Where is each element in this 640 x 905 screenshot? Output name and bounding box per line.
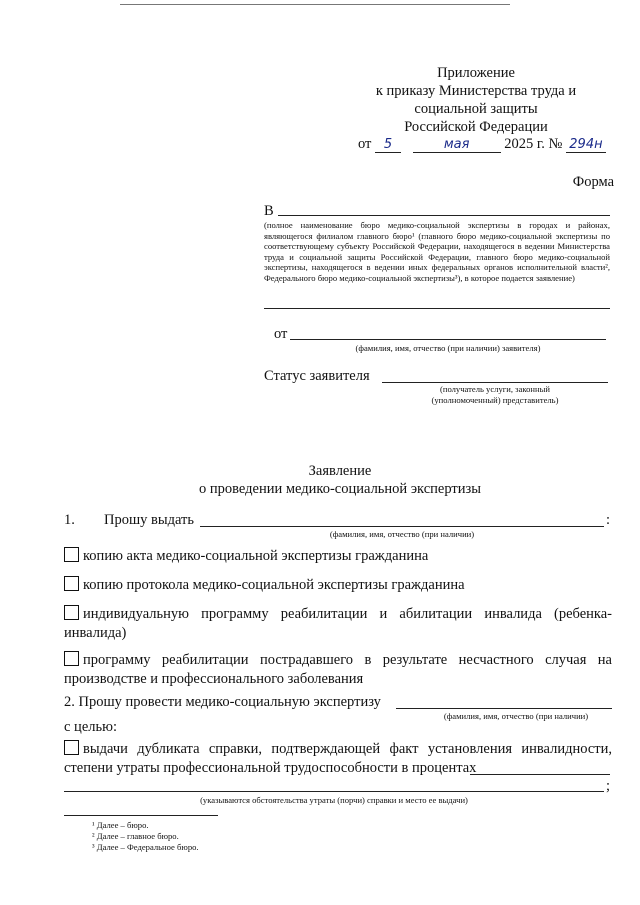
appendix-line: Приложение <box>437 65 515 81</box>
option-label: копию протокола медико-социальной экспертизы гражданина <box>83 577 465 593</box>
applicant-hint: (фамилия, имя, отчество (при наличии) заявителя) <box>355 343 541 353</box>
section2-semicolon: ; <box>606 778 611 794</box>
option-label: копию акта медико-социальной экспертизы гражданина <box>83 548 429 564</box>
top-rule <box>120 4 510 5</box>
option-label: выдачи дубликата справки, подтверждающей факт установления инвалидности, степени утраты профессиональной трудоспособности в процентах <box>64 741 612 776</box>
form-label: Форма <box>572 174 614 190</box>
purpose-label: с целью: <box>64 719 117 735</box>
examinee-hint: (фамилия, имя, отчество (при наличии) <box>443 711 589 721</box>
footnote: ² Далее – главное бюро. <box>92 831 179 841</box>
status-hint <box>382 384 608 405</box>
option-act-copy <box>64 547 612 566</box>
order-year: 2025 г. № <box>504 136 563 152</box>
checkbox[interactable] <box>64 547 79 562</box>
option-rehab-program <box>64 605 612 643</box>
status-field[interactable] <box>382 382 608 383</box>
option-label: программу реабилитации пострадавшего в результате несчастного случая на производстве и профессионального заболевания <box>64 652 612 687</box>
status-hint-line: (получатель услуги, законный <box>439 384 550 394</box>
footnote-divider <box>64 815 218 816</box>
footnote: ³ Далее – Федеральное бюро. <box>92 842 199 852</box>
checkbox[interactable] <box>64 576 79 591</box>
appendix-header <box>360 64 592 136</box>
appendix-line: социальной защиты <box>414 101 538 117</box>
option-protocol-copy <box>64 576 612 595</box>
checkbox[interactable] <box>64 740 79 755</box>
option-injury-program <box>64 651 612 689</box>
title-subtitle: о проведении медико-социальной экспертизы <box>199 481 481 497</box>
status-label: Статус заявителя <box>264 368 370 384</box>
addressee-extra-line[interactable] <box>264 308 610 309</box>
circumstances-field[interactable] <box>64 791 604 792</box>
checkbox[interactable] <box>64 605 79 620</box>
addressee-row <box>264 203 610 220</box>
checkbox[interactable] <box>64 651 79 666</box>
examinee-field[interactable] <box>396 708 612 709</box>
footnote: ¹ Далее – бюро. <box>92 820 149 830</box>
order-number: 294н <box>566 138 606 153</box>
order-line <box>358 136 628 153</box>
order-month: мая <box>413 138 501 153</box>
status-hint-line: (уполномоченный) представитель) <box>431 394 559 405</box>
section1-label: Прошу выдать <box>104 512 194 528</box>
applicant-field[interactable] <box>290 339 606 340</box>
percent-field[interactable] <box>470 774 610 775</box>
recipient-field[interactable] <box>200 526 604 527</box>
order-day: 5 <box>375 138 401 153</box>
addressee-field[interactable] <box>278 215 610 216</box>
section1-colon: : <box>606 512 611 528</box>
section1-number: 1. <box>64 512 75 528</box>
from-prefix: от <box>274 326 288 342</box>
circumstances-hint: (указываются обстоятельства утраты (порчи) справки и место ее выдачи) <box>200 795 468 805</box>
appendix-line: к приказу Министерства труда и <box>375 83 577 99</box>
addressee-hint: (полное наименование бюро медико-социальной экспертизы в городах и районах, являющегося филиалом главного бюро¹ (главного бюро медико-социальной экспертизы по соответствующему субъекту Российской Федерации, находящегося в ведении Министерства труда и социальной защиты Российской Федерации, главного бюро медико-социальной экспертизы, находящегося в ведении иных федеральных органов исполнительной власти², Федерального бюро медико-социальной экспертизы³), в которое подается заявление) <box>264 220 610 283</box>
addressee-prefix: В <box>264 203 274 219</box>
order-prefix: от <box>358 136 372 152</box>
section2-label: 2. Прошу провести медико-социальную экспертизу <box>64 694 381 710</box>
footnotes <box>92 820 199 853</box>
recipient-hint: (фамилия, имя, отчество (при наличии) <box>329 529 475 539</box>
title-line: Заявление <box>308 463 372 479</box>
document-title <box>0 462 640 498</box>
appendix-line: Российской Федерации <box>404 119 548 135</box>
option-label: индивидуальную программу реабилитации и абилитации инвалида (ребенка-инвалида) <box>64 606 612 641</box>
option-duplicate <box>64 740 612 778</box>
